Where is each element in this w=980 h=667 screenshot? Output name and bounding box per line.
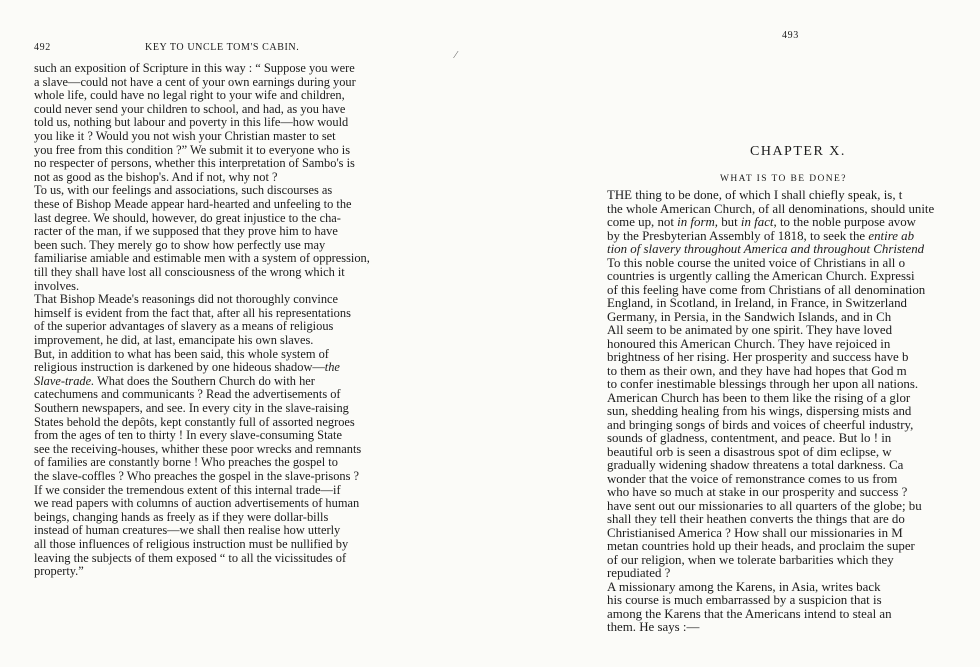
- text-run: involves.: [34, 278, 80, 293]
- text-run: familiarise amiable and estimable men with a system of oppression,: [34, 251, 370, 266]
- gutter-mark: ⁄: [455, 50, 457, 61]
- text-run: the whole American Church, of all denominations, should unite: [607, 201, 935, 216]
- text-run: by the Presbyterian Assembly of 1818, to seek the: [607, 228, 869, 243]
- text-run: Christianised America ? How shall our missionaries in M: [607, 525, 903, 540]
- text-run: sun, shedding healing from his wings, dispersing mists and: [607, 404, 912, 418]
- text-run: to the noble purpose avow: [776, 215, 916, 229]
- left-running-head: KEY TO UNCLE TOM'S CABIN.: [145, 42, 300, 53]
- text-run: told us, nothing but labour and poverty in this life—how would: [34, 115, 349, 130]
- text-run: could never send your children to school, and had, as you have: [34, 101, 346, 116]
- text-run: Slave-trade.: [34, 373, 95, 388]
- text-run: in form,: [677, 215, 718, 229]
- left-page: [0, 0, 470, 667]
- text-run: improvement, he did, at last, emancipate his own slaves.: [34, 333, 314, 347]
- text-run: come up, not: [607, 215, 678, 229]
- text-run: THE thing to be done, of which I shall chiefly speak, is, t: [607, 188, 903, 202]
- text-run: but: [718, 215, 741, 229]
- chapter-subtitle: WHAT IS TO BE DONE?: [720, 174, 847, 184]
- text-run: of this feeling have come from Christians of all denomination: [607, 282, 926, 297]
- text-run: to them as their own, and they have had hopes that God m: [607, 363, 907, 378]
- text-run: If we consider the tremendous extent of this internal trade—if: [34, 482, 341, 497]
- text-run: brightness of her rising. Her prosperity and success have b: [607, 350, 909, 364]
- text-run: instead of human creatures—we shall then realise how utterly: [34, 523, 341, 538]
- text-line: [34, 266, 345, 280]
- text-run: of families are constantly borne ! Who preaches the gospel to: [34, 455, 338, 470]
- text-run: To us, with our feelings and associations, such discourses as: [34, 183, 333, 198]
- text-run: gradually widening shadow threatens a total darkness. Ca: [607, 458, 904, 472]
- text-run: metan countries hold up their heads, and proclaim the super: [607, 539, 915, 553]
- text-run: entire ab: [868, 228, 915, 243]
- text-run: not as good as the bishop's. And if not, why not ?: [34, 169, 278, 184]
- text-run: beautiful orb is seen a disastrous spot of dim eclipse, w: [607, 444, 892, 459]
- text-run: the slave-coffles ? Who preaches the gospel in the slave-prisons ?: [34, 469, 360, 483]
- text-run: you like it ? Would you not wish your Christian master to set: [34, 129, 336, 143]
- text-run: wonder that the voice of remonstrance comes to us from: [607, 471, 898, 486]
- text-run: A missionary among the Karens, in Asia, writes back: [607, 579, 881, 594]
- text-run: catechumens and communicants ? Read the advertisements of: [34, 387, 341, 402]
- text-run: of the superior advantages of slavery as a means of religious: [34, 319, 334, 334]
- text-run: no respecter of persons, whether this interpretation of Sambo's is: [34, 156, 355, 171]
- text-run: shall they tell their heathen converts the things that are do: [607, 512, 905, 526]
- text-run: What does the Southern Church do with her: [94, 373, 315, 388]
- text-run: Germany, in Persia, in the Sandwich Islands, and in Ch: [607, 309, 892, 324]
- text-run: we read papers with columns of auction advertisements of human: [34, 496, 360, 511]
- text-run: But, in addition to what has been said, this whole system of: [34, 346, 329, 361]
- text-run: the: [324, 360, 340, 375]
- text-run: of our religion, when we tolerate barbarities which they: [607, 552, 894, 567]
- text-run: see the receiving-houses, whither these poor wrecks and remnants: [34, 441, 362, 456]
- text-run: among the Karens that the Americans intend to steal an: [607, 606, 892, 621]
- text-run: All seem to be animated by one spirit. They have loved: [607, 323, 893, 337]
- text-run: from the ages of ten to thirty ! In every slave-consuming State: [34, 428, 342, 443]
- text-run: a slave—could not have a cent of your own earnings during your: [34, 74, 356, 89]
- text-run: beings, changing hands as freely as if they were dollar-bills: [34, 509, 329, 524]
- right-page: [470, 0, 980, 667]
- text-run: religious instruction is darkened by one hideous shadow—: [34, 360, 325, 375]
- text-run: racter of the man, if we supposed that they prove him to have: [34, 224, 338, 239]
- text-run: all those influences of religious instruction must be nullified by: [34, 537, 349, 551]
- text-run: States behold the depôts, kept constantly full of assorted negroes: [34, 414, 355, 429]
- text-run: last degree. We should, however, do great injustice to the cha-: [34, 210, 341, 225]
- text-run: his course is much embarrassed by a suspicion that is: [607, 593, 882, 607]
- text-run: them. He says :—: [607, 620, 700, 634]
- text-run: American Church has been to them like the rising of a glor: [607, 390, 911, 405]
- text-run: himself is evident from the fact that, after all his representations: [34, 305, 351, 320]
- text-line: [607, 621, 699, 635]
- text-run: you free from this condition ?” We submit it to everyone who is: [34, 142, 351, 157]
- text-run: have sent out our missionaries to all quarters of the globe; bu: [607, 498, 922, 513]
- text-run: sounds of gladness, contentment, and peace. But lo ! in: [607, 431, 892, 445]
- text-run: Southern newspapers, and see. In every city in the slave-raising: [34, 401, 349, 415]
- text-run: to confer inestimable blessings through her upon all nations.: [607, 377, 919, 391]
- text-run: honoured this American Church. They have rejoiced in: [607, 336, 891, 351]
- text-run: repudiated ?: [607, 566, 671, 580]
- text-run: these of Bishop Meade appear hard-hearted and unfeeling to the: [34, 197, 352, 211]
- text-line: [34, 565, 84, 579]
- text-run: That Bishop Meade's reasonings did not thoroughly convince: [34, 292, 339, 307]
- text-run: tion of slavery throughout America and throughout Christend: [607, 242, 925, 256]
- text-run: leaving the subjects of them exposed “ to all the vicissitudes of: [34, 550, 347, 565]
- text-run: been such. They merely go to show how perfectly use may: [34, 237, 326, 252]
- text-run: whole life, could have no legal right to your wife and children,: [34, 88, 345, 103]
- text-run: such an exposition of Scripture in this way : “ Suppose you were: [34, 61, 355, 75]
- text-run: countries is urgently calling the American Church. Expressi: [607, 269, 915, 283]
- chapter-title: CHAPTER X.: [750, 144, 846, 159]
- text-run: till they shall have lost all consciousness of the wrong which it: [34, 265, 345, 279]
- text-run: To this noble course the united voice of Christians in all o: [607, 255, 906, 270]
- text-run: property.”: [34, 564, 84, 579]
- text-run: who have so much at stake in our prosperity and success ?: [607, 485, 908, 499]
- right-page-number: 493: [782, 30, 799, 41]
- text-run: England, in Scotland, in Ireland, in France, in Switzerland: [607, 296, 907, 310]
- text-run: in fact,: [740, 215, 777, 229]
- left-page-number: 492: [34, 42, 51, 53]
- text-run: and bringing songs of birds and voices of cheerful industry,: [607, 417, 914, 432]
